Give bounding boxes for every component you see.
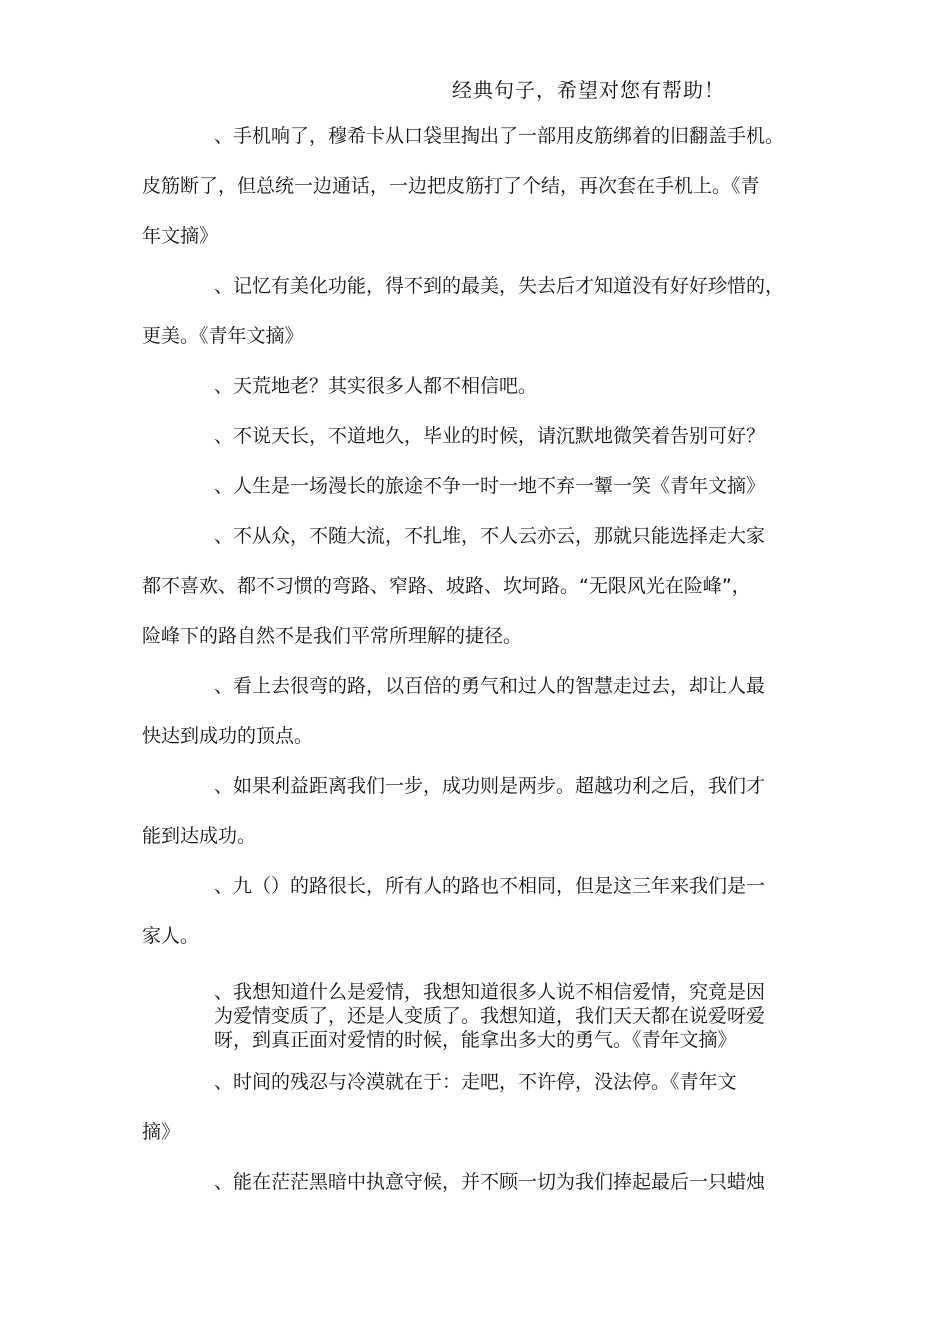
text-line: 、手机响了，穆希卡从口袋里掏出了一部用皮筋绑着的旧翻盖手机。 [214,125,785,147]
text-line: 快达到成功的顶点。 [142,725,314,747]
text-line: 、不说天长，不道地久，毕业的时候，请沉默地微笑着告别可好？ [214,425,766,447]
text-line: 更美。《青年文摘》 [142,325,304,347]
text-line: 险峰下的路自然不是我们平常所理解的捷径。 [142,625,523,647]
page-header: 经典句子，希望对您有帮助！ [452,78,725,102]
text-line: 年文摘》 [142,225,219,247]
text-line: 、我想知道什么是爱情，我想知道很多人说不相信爱情，究竟是因 [214,981,766,1003]
text-line: 都不喜欢、都不习惯的弯路、窄路、坡路、坎坷路。“无限风光在险峰”， [142,575,751,597]
text-line: 皮筋断了，但总统一边通话，一边把皮筋打了个结，再次套在手机上。《青 [142,175,760,197]
text-line: 、天荒地老？其实很多人都不相信吧。 [214,375,538,397]
text-line: 为爱情变质了，还是人变质了。我想知道，我们天天都在说爱呀爱 [214,1005,766,1027]
text-line: 、时间的残忍与冷漠就在于：走吧，不许停，没法停。《青年文 [214,1071,737,1093]
text-line: 摘》 [142,1121,181,1143]
text-line: 、九（）的路很长，所有人的路也不相同，但是这三年来我们是一 [214,875,766,897]
text-line: 呀，到真正面对爱情的时候，能拿出多大的勇气。《青年文摘》 [214,1029,737,1051]
text-line: 家人。 [142,925,200,947]
text-line: 能到达成功。 [142,825,257,847]
text-line: 、如果利益距离我们一步，成功则是两步。超越功利之后，我们才 [214,775,766,797]
text-line: 、记忆有美化功能，得不到的最美，失去后才知道没有好好珍惜的， [214,275,785,297]
text-line: 、人生是一场漫长的旅途不争一时一地不弃一颦一笑《青年文摘》 [214,475,766,497]
text-line: 、能在茫茫黑暗中执意守候，并不顾一切为我们捧起最后一只蜡烛 [214,1171,766,1193]
text-line: 、看上去很弯的路，以百倍的勇气和过人的智慧走过去，却让人最 [214,675,766,697]
text-line: 、不从众，不随大流，不扎堆，不人云亦云，那就只能选择走大家 [214,525,766,547]
